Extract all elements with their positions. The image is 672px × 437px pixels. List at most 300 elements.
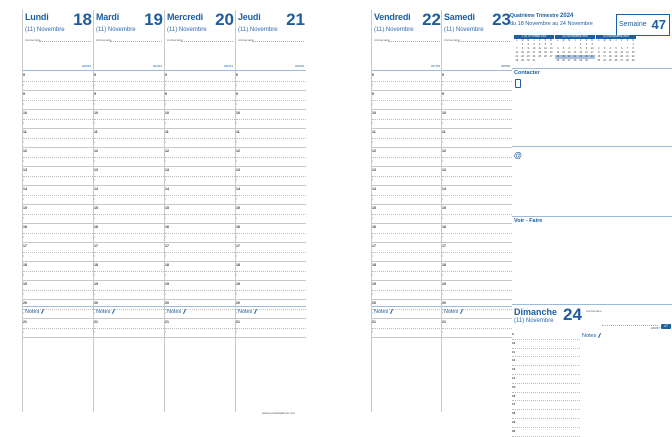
hour-row[interactable] bbox=[236, 148, 306, 158]
phone-icon bbox=[515, 79, 521, 88]
half-hour-dot: • bbox=[372, 234, 374, 239]
hour-row[interactable] bbox=[442, 262, 512, 272]
half-hour-dot: • bbox=[23, 215, 25, 220]
hour-row[interactable] bbox=[94, 120, 167, 130]
hour-label: 9 bbox=[94, 92, 96, 96]
hour-label: 17 bbox=[23, 244, 27, 248]
hour-label: 12 bbox=[372, 149, 376, 153]
hour-row[interactable] bbox=[165, 196, 238, 206]
hour-row[interactable] bbox=[442, 91, 512, 101]
hour-row[interactable] bbox=[372, 110, 442, 120]
notes-area[interactable] bbox=[165, 306, 238, 412]
mini-calendar-day: 29 bbox=[521, 58, 524, 62]
hour-row[interactable] bbox=[372, 129, 442, 139]
hour-row[interactable] bbox=[94, 205, 164, 215]
hour-label: 19 bbox=[236, 282, 240, 286]
sunday-hour-row[interactable] bbox=[512, 331, 580, 340]
hour-row[interactable] bbox=[372, 72, 442, 82]
hour-row[interactable] bbox=[165, 101, 238, 111]
mini-calendar-day: 1 bbox=[521, 42, 524, 46]
hour-row[interactable] bbox=[23, 177, 96, 187]
hour-row[interactable] bbox=[372, 215, 442, 225]
hour-row[interactable] bbox=[236, 215, 306, 225]
mini-calendar-day: 18 bbox=[556, 54, 560, 58]
hour-row[interactable] bbox=[165, 110, 235, 120]
mini-calendar-day: 14 bbox=[626, 50, 629, 54]
half-hour-dot: • bbox=[23, 120, 25, 125]
mini-calendar-day: 11 bbox=[556, 50, 560, 54]
hour-label: 15 bbox=[372, 206, 376, 210]
half-hour-dot: • bbox=[372, 310, 374, 315]
hour-row[interactable] bbox=[23, 272, 96, 282]
sunday-hour-row[interactable] bbox=[512, 340, 580, 349]
hour-row[interactable] bbox=[372, 82, 442, 92]
mini-calendar-day: 21 bbox=[573, 54, 577, 58]
notes-area[interactable] bbox=[442, 306, 512, 412]
half-hour-dot: • bbox=[372, 139, 374, 144]
hour-row[interactable] bbox=[236, 72, 306, 82]
hour-label: 20 bbox=[165, 301, 169, 305]
email-section[interactable] bbox=[512, 146, 672, 217]
hour-row[interactable] bbox=[23, 281, 93, 291]
day-month: (11) Novembre bbox=[374, 27, 414, 33]
hour-label: 9 bbox=[165, 73, 167, 77]
voir-faire-label: Voir - Faire bbox=[514, 218, 543, 224]
hour-row[interactable] bbox=[23, 291, 96, 301]
hour-row[interactable] bbox=[23, 91, 93, 101]
hour-row[interactable] bbox=[372, 186, 442, 196]
hour-row[interactable] bbox=[23, 196, 96, 206]
hour-label: 11 bbox=[236, 130, 240, 134]
hour-row[interactable] bbox=[236, 120, 306, 130]
hour-row[interactable] bbox=[442, 129, 512, 139]
hour-row[interactable] bbox=[442, 186, 512, 196]
hour-label: 16 bbox=[372, 225, 376, 229]
hour-row[interactable] bbox=[442, 177, 512, 187]
hour-row[interactable] bbox=[442, 234, 512, 244]
hour-label: 18 bbox=[372, 263, 376, 267]
hour-row[interactable] bbox=[372, 272, 442, 282]
day-name: Mercredi bbox=[167, 12, 203, 22]
hour-label: 10 bbox=[94, 111, 98, 115]
hour-row[interactable] bbox=[94, 72, 164, 82]
mini-calendar-day: 28 bbox=[573, 58, 577, 62]
hour-row[interactable] bbox=[94, 234, 167, 244]
hour-row[interactable] bbox=[236, 234, 306, 244]
hour-row[interactable] bbox=[23, 215, 96, 225]
mini-calendar-day: 20 bbox=[549, 50, 553, 54]
hour-label: 14 bbox=[372, 187, 376, 191]
hour-row[interactable] bbox=[372, 167, 442, 177]
hour-row[interactable] bbox=[23, 158, 96, 168]
hour-row[interactable] bbox=[94, 281, 164, 291]
sunday-hour-row[interactable] bbox=[512, 393, 580, 402]
hour-label: 18 bbox=[94, 263, 98, 267]
hour-row[interactable] bbox=[236, 196, 306, 206]
hour-row[interactable] bbox=[442, 253, 512, 263]
mini-calendar-day: 9 bbox=[598, 50, 600, 54]
mini-calendar-day: 6 bbox=[568, 46, 570, 50]
sunday-hour-row[interactable] bbox=[512, 428, 580, 437]
mini-calendar-day: L bbox=[598, 39, 600, 42]
mini-calendar-day: 16 bbox=[585, 50, 588, 54]
hour-row[interactable] bbox=[372, 177, 442, 187]
voir-faire-section[interactable] bbox=[512, 216, 672, 305]
anniversaire-line[interactable] bbox=[252, 41, 304, 42]
hour-row[interactable] bbox=[23, 234, 96, 244]
hour-label: 20 bbox=[94, 301, 98, 305]
hour-row[interactable] bbox=[94, 82, 167, 92]
hour-label: 10 bbox=[512, 340, 516, 345]
hour-row[interactable] bbox=[23, 129, 93, 139]
anniversaire-line[interactable] bbox=[39, 41, 91, 42]
hour-row[interactable] bbox=[23, 205, 93, 215]
hour-row[interactable] bbox=[94, 167, 164, 177]
hour-label: 12 bbox=[442, 149, 446, 153]
mini-calendar-day: 6 bbox=[621, 46, 623, 50]
sunday-notes[interactable] bbox=[582, 333, 600, 339]
mini-calendar-day: 5 bbox=[544, 42, 547, 46]
hour-row[interactable] bbox=[372, 262, 442, 272]
hour-row[interactable] bbox=[165, 224, 235, 234]
hour-row[interactable] bbox=[236, 205, 306, 215]
hour-row[interactable] bbox=[372, 253, 442, 263]
hour-label: 21 bbox=[165, 320, 169, 324]
hour-label: 17 bbox=[442, 244, 446, 248]
half-hour-dot: • bbox=[372, 272, 374, 277]
hour-row[interactable] bbox=[165, 72, 235, 82]
hour-row[interactable] bbox=[236, 291, 306, 301]
hour-row[interactable] bbox=[442, 101, 512, 111]
hour-label: 11 bbox=[165, 130, 169, 134]
hour-row[interactable] bbox=[236, 82, 306, 92]
hour-row[interactable] bbox=[372, 120, 442, 130]
half-hour-dot: • bbox=[372, 177, 374, 182]
hour-row[interactable] bbox=[372, 101, 442, 111]
half-hour-dot: • bbox=[165, 215, 167, 220]
week-tab[interactable]: 47 bbox=[661, 324, 671, 329]
sunday-hour-row[interactable] bbox=[512, 375, 580, 384]
hour-row[interactable] bbox=[372, 139, 442, 149]
hour-label: 15 bbox=[94, 206, 98, 210]
half-hour-dot: • bbox=[94, 196, 96, 201]
sunday-hour-row[interactable] bbox=[512, 357, 580, 366]
hour-row[interactable] bbox=[165, 158, 238, 168]
hour-row[interactable] bbox=[23, 82, 96, 92]
anniversaire-line[interactable] bbox=[458, 41, 510, 42]
mini-calendar-grid bbox=[596, 39, 636, 62]
hour-row[interactable] bbox=[94, 291, 167, 301]
sunday-hours bbox=[512, 331, 580, 437]
hour-label: 17 bbox=[165, 244, 169, 248]
hour-row[interactable] bbox=[236, 262, 306, 272]
hour-row[interactable] bbox=[372, 205, 442, 215]
sunday-hour-row[interactable] bbox=[512, 384, 580, 393]
hour-row[interactable] bbox=[236, 91, 306, 101]
hour-row[interactable] bbox=[372, 243, 442, 253]
half-hour-dot: • bbox=[165, 158, 167, 163]
notes-label: Notes bbox=[374, 309, 389, 315]
hour-row[interactable] bbox=[94, 101, 167, 111]
hour-row[interactable] bbox=[372, 234, 442, 244]
mini-calendar-day: 14 bbox=[515, 50, 519, 54]
hour-row[interactable] bbox=[165, 272, 238, 282]
notes-area[interactable] bbox=[23, 306, 96, 412]
hour-row[interactable] bbox=[442, 139, 512, 149]
mini-calendar-day: V bbox=[538, 39, 541, 42]
hour-row[interactable] bbox=[94, 215, 167, 225]
half-hour-dot: • bbox=[442, 272, 444, 277]
hour-row[interactable] bbox=[165, 262, 235, 272]
hour-grid bbox=[94, 72, 167, 338]
hour-row[interactable] bbox=[23, 148, 93, 158]
hour-row[interactable] bbox=[94, 177, 167, 187]
half-hour-dot: • bbox=[23, 177, 25, 182]
notes-label: Notes bbox=[444, 309, 459, 315]
hour-row[interactable] bbox=[23, 167, 93, 177]
mini-calendar-day: 13 bbox=[620, 50, 624, 54]
day-column-samedi bbox=[441, 10, 512, 412]
hour-row[interactable] bbox=[165, 82, 238, 92]
hour-row[interactable] bbox=[442, 148, 512, 158]
half-hour-dot: • bbox=[442, 329, 444, 334]
mini-calendar-day: 9 bbox=[527, 46, 529, 50]
anniversaire-line[interactable] bbox=[388, 41, 440, 42]
hour-row[interactable] bbox=[94, 158, 167, 168]
hour-row[interactable] bbox=[442, 272, 512, 282]
mini-calendar bbox=[514, 35, 554, 67]
sunday-block bbox=[512, 304, 672, 433]
half-hour-dot: • bbox=[94, 158, 96, 163]
anniversaire-line[interactable] bbox=[110, 41, 162, 42]
mini-calendar-day: 20 bbox=[620, 54, 624, 58]
hour-row[interactable] bbox=[23, 72, 93, 82]
hour-row[interactable] bbox=[94, 110, 164, 120]
hour-label: 13 bbox=[442, 168, 446, 172]
hour-label: 18 bbox=[165, 263, 169, 267]
half-hour-dot: • bbox=[94, 329, 96, 334]
hour-row[interactable] bbox=[23, 262, 93, 272]
hour-row[interactable] bbox=[236, 243, 306, 253]
hour-row[interactable] bbox=[94, 91, 164, 101]
hour-row[interactable] bbox=[372, 91, 442, 101]
quarter-title bbox=[510, 13, 573, 19]
hour-row[interactable] bbox=[94, 148, 164, 158]
hour-row[interactable] bbox=[94, 253, 167, 263]
day-code: 325/41 bbox=[223, 64, 233, 68]
hour-row[interactable] bbox=[442, 215, 512, 225]
pen-icon bbox=[254, 309, 257, 314]
hour-row[interactable] bbox=[236, 158, 306, 168]
mini-calendar-day: 20 bbox=[567, 54, 571, 58]
contacter-section[interactable] bbox=[512, 68, 672, 147]
hour-row[interactable] bbox=[236, 224, 306, 234]
hour-row[interactable] bbox=[23, 253, 96, 263]
half-hour-dot: • bbox=[94, 310, 96, 315]
hour-row[interactable] bbox=[236, 253, 306, 263]
mini-calendar-day: 6 bbox=[550, 42, 552, 46]
hour-row[interactable] bbox=[236, 177, 306, 187]
day-number: 21 bbox=[286, 10, 305, 29]
hour-row[interactable] bbox=[23, 110, 93, 120]
half-hour-dot: • bbox=[23, 82, 25, 87]
hour-row[interactable] bbox=[442, 72, 512, 82]
hour-row[interactable] bbox=[236, 110, 306, 120]
mini-calendar-day: 11 bbox=[609, 50, 612, 54]
notes-area[interactable] bbox=[94, 306, 167, 412]
hour-label: 20 bbox=[23, 301, 27, 305]
hour-row[interactable] bbox=[442, 243, 512, 253]
hour-row[interactable] bbox=[372, 196, 442, 206]
hour-row[interactable] bbox=[94, 196, 167, 206]
day-header bbox=[236, 10, 306, 71]
hour-row[interactable] bbox=[442, 224, 512, 234]
hour-label: 18 bbox=[512, 411, 516, 416]
hour-label: 21 bbox=[442, 320, 446, 324]
anniversaire-label: Anniversaire : bbox=[374, 38, 392, 42]
mini-calendar-day: 10 bbox=[603, 50, 606, 54]
half-hour-dot: • bbox=[442, 215, 444, 220]
half-hour-dot: • bbox=[442, 120, 444, 125]
hour-row[interactable] bbox=[165, 215, 238, 225]
half-hour-dot: • bbox=[236, 177, 238, 182]
hour-row[interactable] bbox=[94, 262, 164, 272]
hour-row[interactable] bbox=[442, 281, 512, 291]
sunday-hour-row[interactable] bbox=[512, 419, 580, 428]
hour-row[interactable] bbox=[165, 120, 238, 130]
day-month: (11) Novembre bbox=[25, 27, 65, 33]
hour-row[interactable] bbox=[94, 243, 164, 253]
half-hour-dot: • bbox=[372, 158, 374, 163]
hour-row[interactable] bbox=[236, 167, 306, 177]
hour-row[interactable] bbox=[236, 186, 306, 196]
hour-row[interactable] bbox=[236, 272, 306, 282]
hour-row[interactable] bbox=[165, 167, 235, 177]
mini-calendar-day: 23 bbox=[526, 54, 530, 58]
mini-calendar-day: 29 bbox=[631, 58, 635, 62]
hour-label: 11 bbox=[94, 130, 98, 134]
hour-row[interactable] bbox=[442, 205, 512, 215]
mini-calendar-day: M bbox=[603, 39, 606, 42]
anniversaire-line[interactable] bbox=[181, 41, 233, 42]
pen-icon bbox=[598, 333, 601, 338]
hour-row[interactable] bbox=[165, 139, 238, 149]
week-label: Semaine bbox=[619, 21, 647, 28]
hour-row[interactable] bbox=[165, 281, 235, 291]
hour-row[interactable] bbox=[372, 291, 442, 301]
sunday-hour-row[interactable] bbox=[512, 410, 580, 419]
day-name: Mardi bbox=[96, 12, 120, 22]
mini-calendar-day: V bbox=[620, 39, 623, 42]
hour-row[interactable] bbox=[165, 253, 238, 263]
hour-label: 11 bbox=[512, 349, 516, 354]
notes-area[interactable] bbox=[372, 306, 442, 412]
sunday-anniversaire-line[interactable] bbox=[602, 325, 658, 326]
mini-calendar-day: 30 bbox=[526, 58, 530, 62]
mini-calendar-grid bbox=[555, 39, 595, 62]
mini-calendar-title: (11) NOVEMBRE 2024 bbox=[555, 35, 595, 39]
half-hour-dot: • bbox=[442, 234, 444, 239]
hour-label: 21 bbox=[23, 320, 27, 324]
hour-row[interactable] bbox=[165, 148, 235, 158]
half-hour-dot: • bbox=[236, 253, 238, 258]
hour-row[interactable] bbox=[442, 291, 512, 301]
hour-row[interactable] bbox=[23, 224, 93, 234]
sunday-name: Dimanche bbox=[514, 307, 558, 317]
anniversaire-label: Anniversaire : bbox=[167, 38, 185, 42]
mini-calendar-day: 21 bbox=[515, 54, 519, 58]
sunday-hour-row[interactable] bbox=[512, 366, 580, 375]
day-name: Vendredi bbox=[374, 12, 411, 22]
mini-calendar-title: 1 (A) OCTOBRE 2024 bbox=[514, 35, 554, 39]
hour-row[interactable] bbox=[236, 101, 306, 111]
hour-row[interactable] bbox=[165, 205, 235, 215]
hour-row[interactable] bbox=[94, 129, 164, 139]
hour-row[interactable] bbox=[94, 139, 167, 149]
mini-calendar-day: S bbox=[585, 39, 588, 42]
hour-row[interactable] bbox=[442, 110, 512, 120]
sunday-hour-row[interactable] bbox=[512, 401, 580, 410]
hour-row[interactable] bbox=[442, 196, 512, 206]
hour-row[interactable] bbox=[372, 158, 442, 168]
hour-row[interactable] bbox=[442, 167, 512, 177]
mini-calendar-day: 26 bbox=[614, 58, 618, 62]
hour-row[interactable] bbox=[23, 120, 96, 130]
hour-row[interactable] bbox=[236, 129, 306, 139]
hour-row[interactable] bbox=[23, 243, 93, 253]
hour-row[interactable] bbox=[94, 186, 164, 196]
mini-calendar-day: 19 bbox=[614, 54, 618, 58]
hour-row[interactable] bbox=[165, 291, 238, 301]
sunday-hour-row[interactable] bbox=[512, 349, 580, 358]
mini-calendar-title: (12) DÉCEMBRE 2024 bbox=[596, 35, 636, 39]
hour-row[interactable] bbox=[236, 281, 306, 291]
hour-row[interactable] bbox=[165, 91, 235, 101]
notes-label-wrap bbox=[444, 309, 462, 315]
hour-row[interactable] bbox=[94, 224, 164, 234]
hour-row[interactable] bbox=[372, 148, 442, 158]
mini-calendar-day: D bbox=[591, 39, 593, 42]
pen-icon bbox=[112, 309, 115, 314]
hour-row[interactable] bbox=[165, 234, 238, 244]
notes-label-wrap bbox=[374, 309, 392, 315]
mini-calendar-day: 25 bbox=[538, 54, 542, 58]
mini-calendar-day: 15 bbox=[631, 50, 635, 54]
half-hour-dot: • bbox=[23, 329, 25, 334]
hour-row[interactable] bbox=[442, 120, 512, 130]
hour-row[interactable] bbox=[165, 129, 235, 139]
hour-row[interactable] bbox=[23, 139, 96, 149]
hour-row[interactable] bbox=[165, 243, 235, 253]
hour-label: 14 bbox=[165, 187, 169, 191]
hour-row[interactable] bbox=[165, 177, 238, 187]
hour-row[interactable] bbox=[23, 186, 93, 196]
hour-row[interactable] bbox=[442, 82, 512, 92]
week-range: du 18 Novembre au 24 Novembre bbox=[510, 21, 593, 27]
hour-grid bbox=[23, 72, 96, 338]
hour-label: 9 bbox=[236, 92, 238, 96]
hour-row[interactable] bbox=[442, 158, 512, 168]
notes-area[interactable] bbox=[236, 306, 306, 412]
hour-row[interactable] bbox=[372, 281, 442, 291]
hour-row[interactable] bbox=[372, 224, 442, 234]
hour-row[interactable] bbox=[94, 272, 167, 282]
hour-row[interactable] bbox=[165, 186, 235, 196]
hour-row[interactable] bbox=[236, 139, 306, 149]
hour-label: 11 bbox=[23, 130, 27, 134]
hour-row[interactable] bbox=[23, 101, 96, 111]
half-hour-dot: • bbox=[94, 139, 96, 144]
